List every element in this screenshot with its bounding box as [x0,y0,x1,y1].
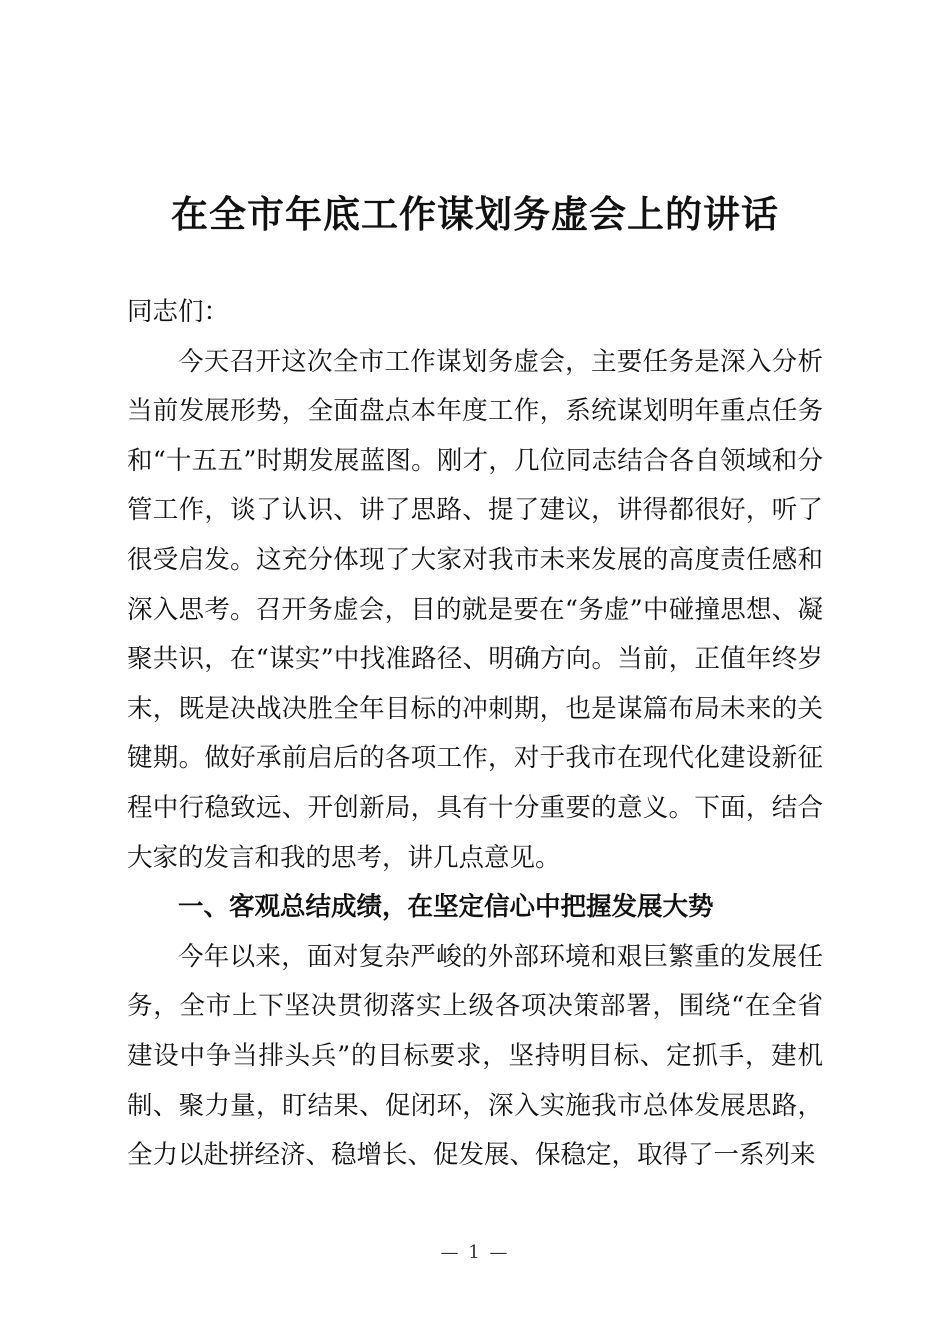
document-title: 在全市年底工作谋划务虚会上的讲话 [171,192,779,236]
page-number: — 1 — [440,1242,510,1263]
paragraph-intro: 今天召开这次全市工作谋划务虚会，主要任务是深入分析当前发展形势，全面盘点本年度工作，系统谋划明年重点任务和“十五五”时期发展蓝图。刚才，几位同志结合各自领域和分管工作，谈了认识、讲了思路、提了建议，讲得都很好，听了很受启发。这充分体现了大家对我市未来发展的高度责任感和深入思考。召开务虚会，目的就是要在“务虚”中碰撞思想、凝聚共识，在“谋实”中找准路径、明确方向。当前，正值年终岁末，既是决战决胜全年目标的冲刺期，也是谋篇布局未来的关键期。做好承前启后的各项工作，对于我市在现代化建设新征程中行稳致远、开创新局，具有十分重要的意义。下面，结合大家的发言和我的思考，讲几点意见。 [127,346,823,873]
section-heading: 一、客观总结成绩，在坚定信心中把握发展大势 [178,892,714,923]
document-body [127,288,823,1181]
paragraph-section-1: 今年以来，面对复杂严峻的外部环境和艰巨繁重的发展任务，全市上下坚决贯彻落实上级各项决策部署，围绕“在全省建设中争当排头兵”的目标要求，坚持明目标、定抓手，建机制、聚力量，盯结果、促闭环，深入实施我市总体发展思路，全力以赴拼经济、稳增长、促发展、保稳定，取得了一系列来 [127,941,823,1171]
salutation: 同志们： [127,297,230,327]
